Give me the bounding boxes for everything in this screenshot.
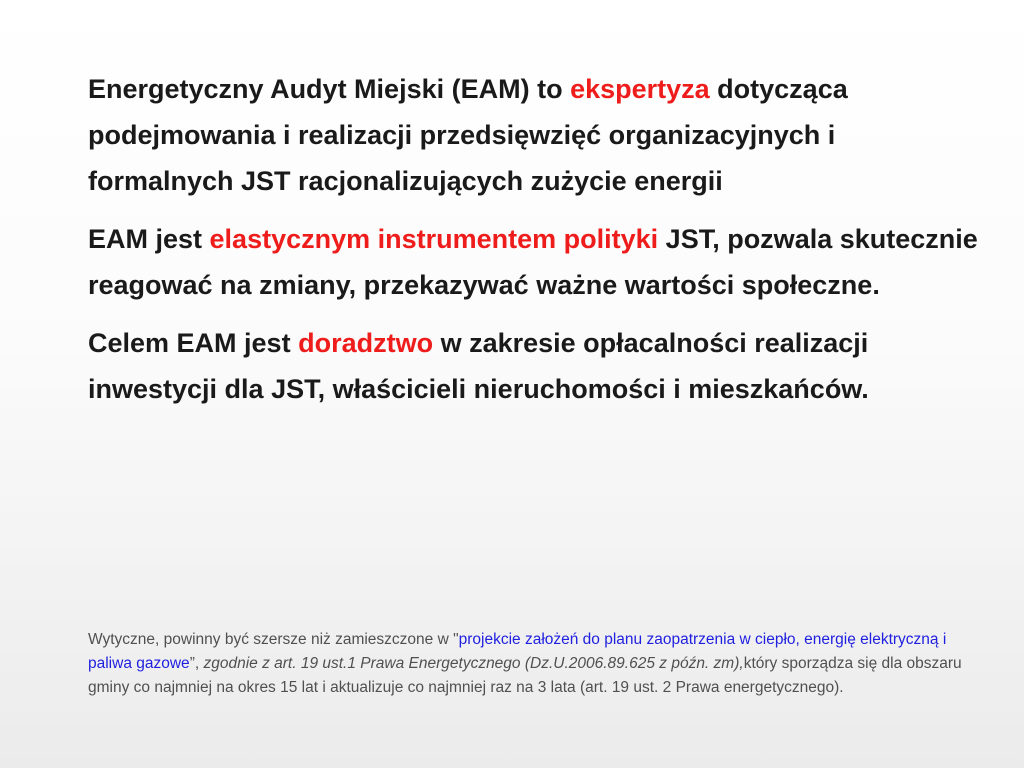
paragraph-1-highlight: ekspertyza	[570, 74, 710, 104]
paragraph-3-highlight: doradztwo	[298, 328, 434, 358]
main-content	[88, 66, 978, 424]
footnote-quote-close: ”,	[189, 655, 204, 672]
footnote-text-end: który sporządza się dla obszaru gminy co najmniej na okres 15 lat i aktualizuje co najmniej raz na 3 lata (art. 19 ust. 2 Prawa energetycznego).	[88, 655, 962, 696]
footnote-document-reference: projekcie założeń do planu zaopatrzenia w ciepło, energię elektryczną i paliwa gazowe	[88, 631, 947, 672]
paragraph-2-highlight: elastycznym instrumentem polityki	[209, 224, 659, 254]
paragraph-3-text-end: w zakresie opłacalności realizacji inwestycji dla JST, właścicieli nieruchomości i mieszkańców.	[88, 328, 869, 404]
paragraph-1-text-end: dotycząca podejmowania i realizacji przedsięwzięć organizacyjnych i formalnych JST racjonalizujących zużycie energii	[88, 74, 848, 196]
footnote-text-start: Wytyczne, powinny być szersze niż zamieszczone w "	[88, 631, 459, 648]
paragraph-eam-goal	[88, 320, 978, 412]
paragraph-eam-definition	[88, 66, 978, 204]
paragraph-1-text-start: Energetyczny Audyt Miejski (EAM) to	[88, 74, 571, 104]
paragraph-3-text-start: Celem EAM jest	[88, 328, 299, 358]
paragraph-eam-instrument	[88, 216, 978, 308]
footnote	[88, 628, 968, 700]
paragraph-2-text-start: EAM jest	[88, 224, 210, 254]
footnote-legal-citation: zgodnie z art. 19 ust.1 Prawa Energetycznego (Dz.U.2006.89.625 z późn. zm),	[203, 655, 744, 672]
paragraph-2-text-end: JST, pozwala skutecznie reagować na zmiany, przekazywać ważne wartości społeczne.	[88, 224, 978, 300]
